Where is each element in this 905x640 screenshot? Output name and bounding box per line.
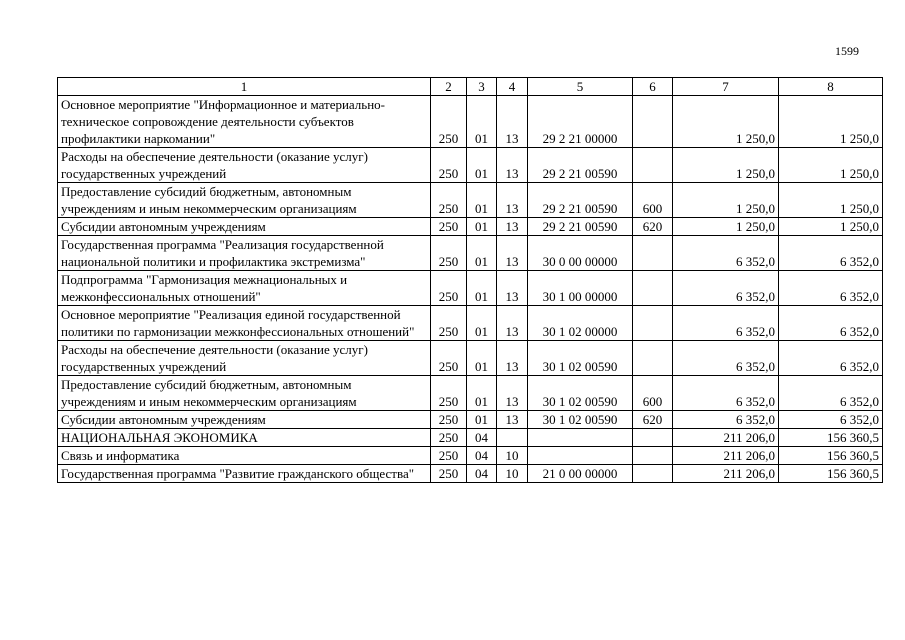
cell-section: 01 [467, 218, 497, 236]
cell-grbs: 250 [431, 447, 467, 465]
cell-section: 01 [467, 306, 497, 341]
cell-section: 01 [467, 183, 497, 218]
cell-section: 04 [467, 447, 497, 465]
cell-amount-2: 6 352,0 [779, 236, 883, 271]
table-row [58, 236, 883, 271]
table-row [58, 306, 883, 341]
cell-subsection: 13 [497, 376, 528, 411]
table-row [58, 341, 883, 376]
cell-amount-2: 1 250,0 [779, 148, 883, 183]
cell-amount-1: 1 250,0 [673, 148, 779, 183]
cell-target-article [528, 447, 633, 465]
cell-section: 01 [467, 271, 497, 306]
table-row [58, 465, 883, 483]
cell-expense-type: 600 [633, 376, 673, 411]
cell-target-article: 30 1 00 00000 [528, 271, 633, 306]
cell-expense-type [633, 148, 673, 183]
cell-expense-type: 620 [633, 218, 673, 236]
row-name: Государственная программа "Реализация государственной национальной политики и профилактика экстремизма" [58, 236, 431, 271]
cell-target-article: 29 2 21 00590 [528, 148, 633, 183]
header-row [58, 78, 883, 96]
cell-grbs: 250 [431, 306, 467, 341]
column-header: 3 [467, 78, 497, 96]
cell-target-article: 29 2 21 00590 [528, 218, 633, 236]
cell-target-article: 29 2 21 00590 [528, 183, 633, 218]
cell-subsection [497, 429, 528, 447]
cell-grbs: 250 [431, 465, 467, 483]
row-name: НАЦИОНАЛЬНАЯ ЭКОНОМИКА [58, 429, 431, 447]
cell-expense-type [633, 236, 673, 271]
cell-subsection: 13 [497, 271, 528, 306]
cell-subsection: 13 [497, 96, 528, 148]
cell-amount-1: 6 352,0 [673, 236, 779, 271]
cell-section: 01 [467, 96, 497, 148]
row-name: Предоставление субсидий бюджетным, автономным учреждениям и иным некоммерческим организациям [58, 183, 431, 218]
budget-table [57, 77, 883, 483]
cell-section: 04 [467, 465, 497, 483]
cell-grbs: 250 [431, 429, 467, 447]
cell-subsection: 13 [497, 183, 528, 218]
cell-amount-2: 1 250,0 [779, 96, 883, 148]
cell-grbs: 250 [431, 218, 467, 236]
cell-grbs: 250 [431, 183, 467, 218]
cell-amount-1: 211 206,0 [673, 429, 779, 447]
table-row [58, 183, 883, 218]
cell-subsection: 10 [497, 465, 528, 483]
cell-target-article: 30 0 00 00000 [528, 236, 633, 271]
cell-amount-2: 6 352,0 [779, 411, 883, 429]
cell-expense-type [633, 447, 673, 465]
cell-subsection: 13 [497, 218, 528, 236]
cell-section: 01 [467, 236, 497, 271]
column-header: 1 [58, 78, 431, 96]
row-name: Субсидии автономным учреждениям [58, 411, 431, 429]
cell-section: 04 [467, 429, 497, 447]
cell-amount-2: 6 352,0 [779, 341, 883, 376]
column-header: 4 [497, 78, 528, 96]
cell-section: 01 [467, 148, 497, 183]
cell-amount-1: 6 352,0 [673, 411, 779, 429]
column-header: 2 [431, 78, 467, 96]
cell-amount-2: 156 360,5 [779, 429, 883, 447]
table-row [58, 96, 883, 148]
table-row [58, 429, 883, 447]
cell-amount-1: 6 352,0 [673, 271, 779, 306]
row-name: Расходы на обеспечение деятельности (оказание услуг) государственных учреждений [58, 148, 431, 183]
column-header: 7 [673, 78, 779, 96]
cell-amount-1: 6 352,0 [673, 341, 779, 376]
cell-grbs: 250 [431, 411, 467, 429]
cell-section: 01 [467, 341, 497, 376]
cell-amount-1: 211 206,0 [673, 447, 779, 465]
cell-amount-1: 1 250,0 [673, 183, 779, 218]
cell-expense-type: 620 [633, 411, 673, 429]
row-name: Расходы на обеспечение деятельности (оказание услуг) государственных учреждений [58, 341, 431, 376]
cell-section: 01 [467, 376, 497, 411]
table-row [58, 411, 883, 429]
cell-amount-2: 156 360,5 [779, 447, 883, 465]
cell-target-article: 30 1 02 00590 [528, 376, 633, 411]
cell-subsection: 13 [497, 148, 528, 183]
cell-target-article: 30 1 02 00000 [528, 306, 633, 341]
cell-grbs: 250 [431, 236, 467, 271]
cell-grbs: 250 [431, 148, 467, 183]
cell-amount-2: 1 250,0 [779, 218, 883, 236]
cell-expense-type: 600 [633, 183, 673, 218]
cell-amount-2: 156 360,5 [779, 465, 883, 483]
row-name: Подпрограмма "Гармонизация межнациональных и межконфессиональных отношений" [58, 271, 431, 306]
table-row [58, 218, 883, 236]
cell-amount-2: 1 250,0 [779, 183, 883, 218]
cell-target-article: 21 0 00 00000 [528, 465, 633, 483]
cell-subsection: 13 [497, 236, 528, 271]
cell-target-article [528, 429, 633, 447]
page-number: 1599 [835, 44, 859, 58]
cell-amount-2: 6 352,0 [779, 306, 883, 341]
cell-amount-1: 211 206,0 [673, 465, 779, 483]
cell-expense-type [633, 465, 673, 483]
cell-subsection: 10 [497, 447, 528, 465]
cell-grbs: 250 [431, 376, 467, 411]
cell-subsection: 13 [497, 306, 528, 341]
row-name: Связь и информатика [58, 447, 431, 465]
cell-subsection: 13 [497, 341, 528, 376]
cell-expense-type [633, 429, 673, 447]
table-row [58, 376, 883, 411]
cell-expense-type [633, 96, 673, 148]
table-row [58, 271, 883, 306]
row-name: Предоставление субсидий бюджетным, автономным учреждениям и иным некоммерческим организациям [58, 376, 431, 411]
cell-section: 01 [467, 411, 497, 429]
cell-amount-1: 1 250,0 [673, 218, 779, 236]
table-row [58, 447, 883, 465]
cell-grbs: 250 [431, 271, 467, 306]
row-name: Государственная программа "Развитие гражданского общества" [58, 465, 431, 483]
cell-amount-2: 6 352,0 [779, 376, 883, 411]
cell-grbs: 250 [431, 341, 467, 376]
row-name: Основное мероприятие "Реализация единой государственной политики по гармонизации межконфессиональных отношений" [58, 306, 431, 341]
table-body [58, 96, 883, 483]
cell-amount-1: 6 352,0 [673, 376, 779, 411]
column-header: 6 [633, 78, 673, 96]
cell-expense-type [633, 306, 673, 341]
cell-amount-1: 1 250,0 [673, 96, 779, 148]
cell-amount-2: 6 352,0 [779, 271, 883, 306]
row-name: Основное мероприятие "Информационное и материально-техническое сопровождение деятельности субъектов профилактики наркомании" [58, 96, 431, 148]
cell-expense-type [633, 271, 673, 306]
cell-target-article: 30 1 02 00590 [528, 411, 633, 429]
cell-grbs: 250 [431, 96, 467, 148]
cell-amount-1: 6 352,0 [673, 306, 779, 341]
table-row [58, 148, 883, 183]
column-header: 5 [528, 78, 633, 96]
column-header: 8 [779, 78, 883, 96]
cell-target-article: 30 1 02 00590 [528, 341, 633, 376]
cell-expense-type [633, 341, 673, 376]
cell-target-article: 29 2 21 00000 [528, 96, 633, 148]
cell-subsection: 13 [497, 411, 528, 429]
row-name: Субсидии автономным учреждениям [58, 218, 431, 236]
